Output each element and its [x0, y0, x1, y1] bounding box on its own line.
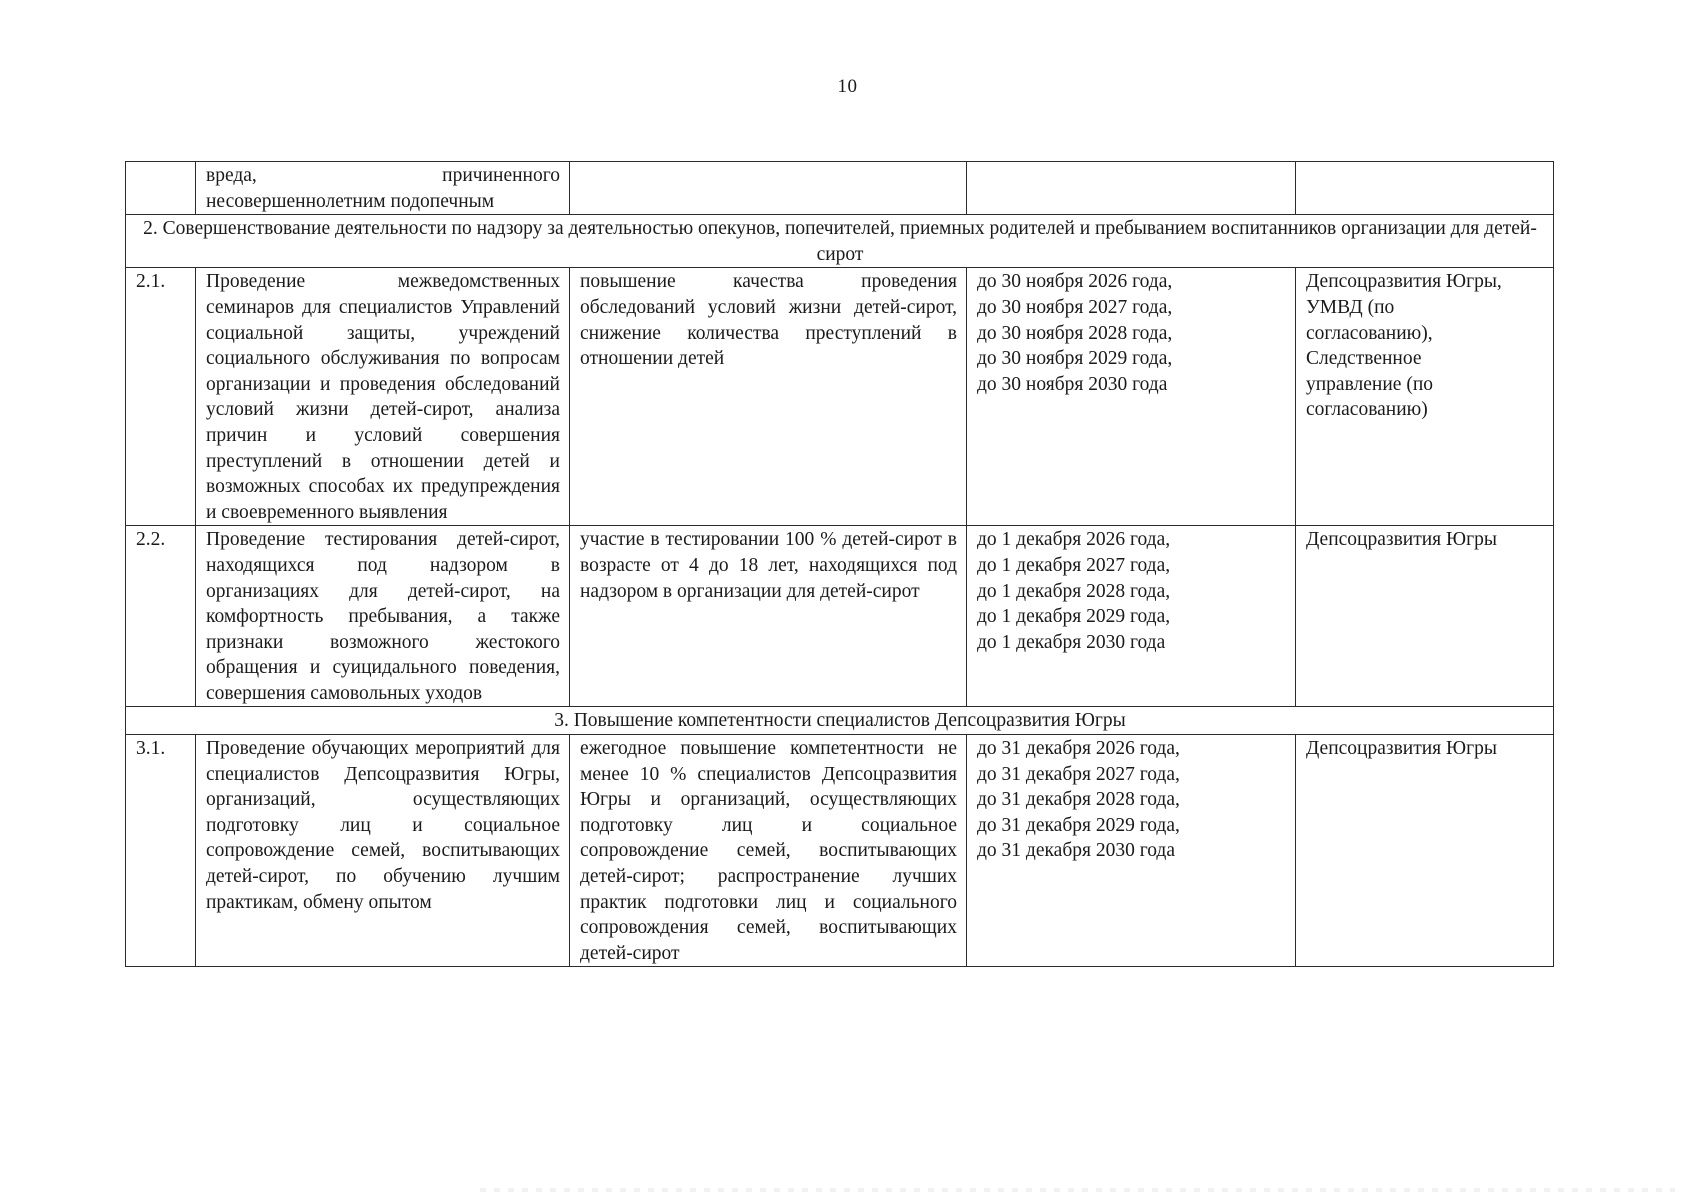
responsible-cell: Депсоцразвития Югры — [1296, 526, 1554, 707]
activity-cell: Проведение межведомственных семинаров для специалистов Управлений социальной защиты, учреждений социального обслуживания по вопросам организации и проведения обследований условий жизни детей-сирот, анализа причин и условий совершения преступлений в отношении детей и возможных способах их предупреждения и своевременного выявления — [196, 268, 570, 526]
deadline-cell: до 30 ноября 2026 года, до 30 ноября 2027 года, до 30 ноября 2028 года, до 30 ноября 2029 года, до 30 ноября 2030 года — [967, 268, 1296, 526]
action-plan-table — [125, 161, 1554, 967]
result-cell: повышение качества проведения обследований условий жизни детей-сирот, снижение количества преступлений в отношении детей — [570, 268, 967, 526]
page-number: 10 — [837, 76, 858, 97]
row-number-cell — [126, 162, 196, 215]
activity-cell: вреда, причиненного несовершеннолетним подопечным — [196, 162, 570, 215]
activity-cell: Проведение тестирования детей-сирот, находящихся под надзором в организациях для детей-сирот, на комфортность пребывания, а также признаки возможного жестокого обращения и суицидального поведения, совершения самовольных уходов — [196, 526, 570, 707]
responsible-cell: Депсоцразвития Югры, УМВД (по согласованию), Следственное управление (по согласованию) — [1296, 268, 1554, 526]
result-cell — [570, 162, 967, 215]
table-row — [126, 735, 1554, 967]
deadline-cell: до 1 декабря 2026 года, до 1 декабря 2027 года, до 1 декабря 2028 года, до 1 декабря 2029 года, до 1 декабря 2030 года — [967, 526, 1296, 707]
section-title: 2. Совершенствование деятельности по надзору за деятельностью опекунов, попечителей, приемных родителей и пребыванием воспитанников организации для детей-сирот — [126, 215, 1554, 268]
result-cell: участие в тестировании 100 % детей-сирот в возрасте от 4 до 18 лет, находящихся под надзором в организации для детей-сирот — [570, 526, 967, 707]
activity-cell: Проведение обучающих мероприятий для специалистов Депсоцразвития Югры, организаций, осуществляющих подготовку лиц и социальное сопровождение семей, воспитывающих детей-сирот, по обучению лучшим практикам, обмену опытом — [196, 735, 570, 967]
section-row — [126, 215, 1554, 268]
result-cell: ежегодное повышение компетентности не менее 10 % специалистов Депсоцразвития Югры и организаций, осуществляющих подготовку лиц и социальное сопровождение семей, воспитывающих детей-сирот; распространение лучших практик подготовки лиц и социального сопровождения семей, воспитывающих детей-сирот — [570, 735, 967, 967]
table-row — [126, 268, 1554, 526]
section-title: 3. Повышение компетентности специалистов Депсоцразвития Югры — [126, 707, 1554, 735]
deadline-cell — [967, 162, 1296, 215]
responsible-cell — [1296, 162, 1554, 215]
row-number-cell: 3.1. — [126, 735, 196, 967]
row-number-cell: 2.1. — [126, 268, 196, 526]
deadline-cell: до 31 декабря 2026 года, до 31 декабря 2027 года, до 31 декабря 2028 года, до 31 декабря 2029 года, до 31 декабря 2030 года — [967, 735, 1296, 967]
responsible-cell: Депсоцразвития Югры — [1296, 735, 1554, 967]
table-row — [126, 526, 1554, 707]
scan-artifact — [480, 1188, 1675, 1192]
table-row — [126, 162, 1554, 215]
row-number-cell: 2.2. — [126, 526, 196, 707]
section-row — [126, 707, 1554, 735]
